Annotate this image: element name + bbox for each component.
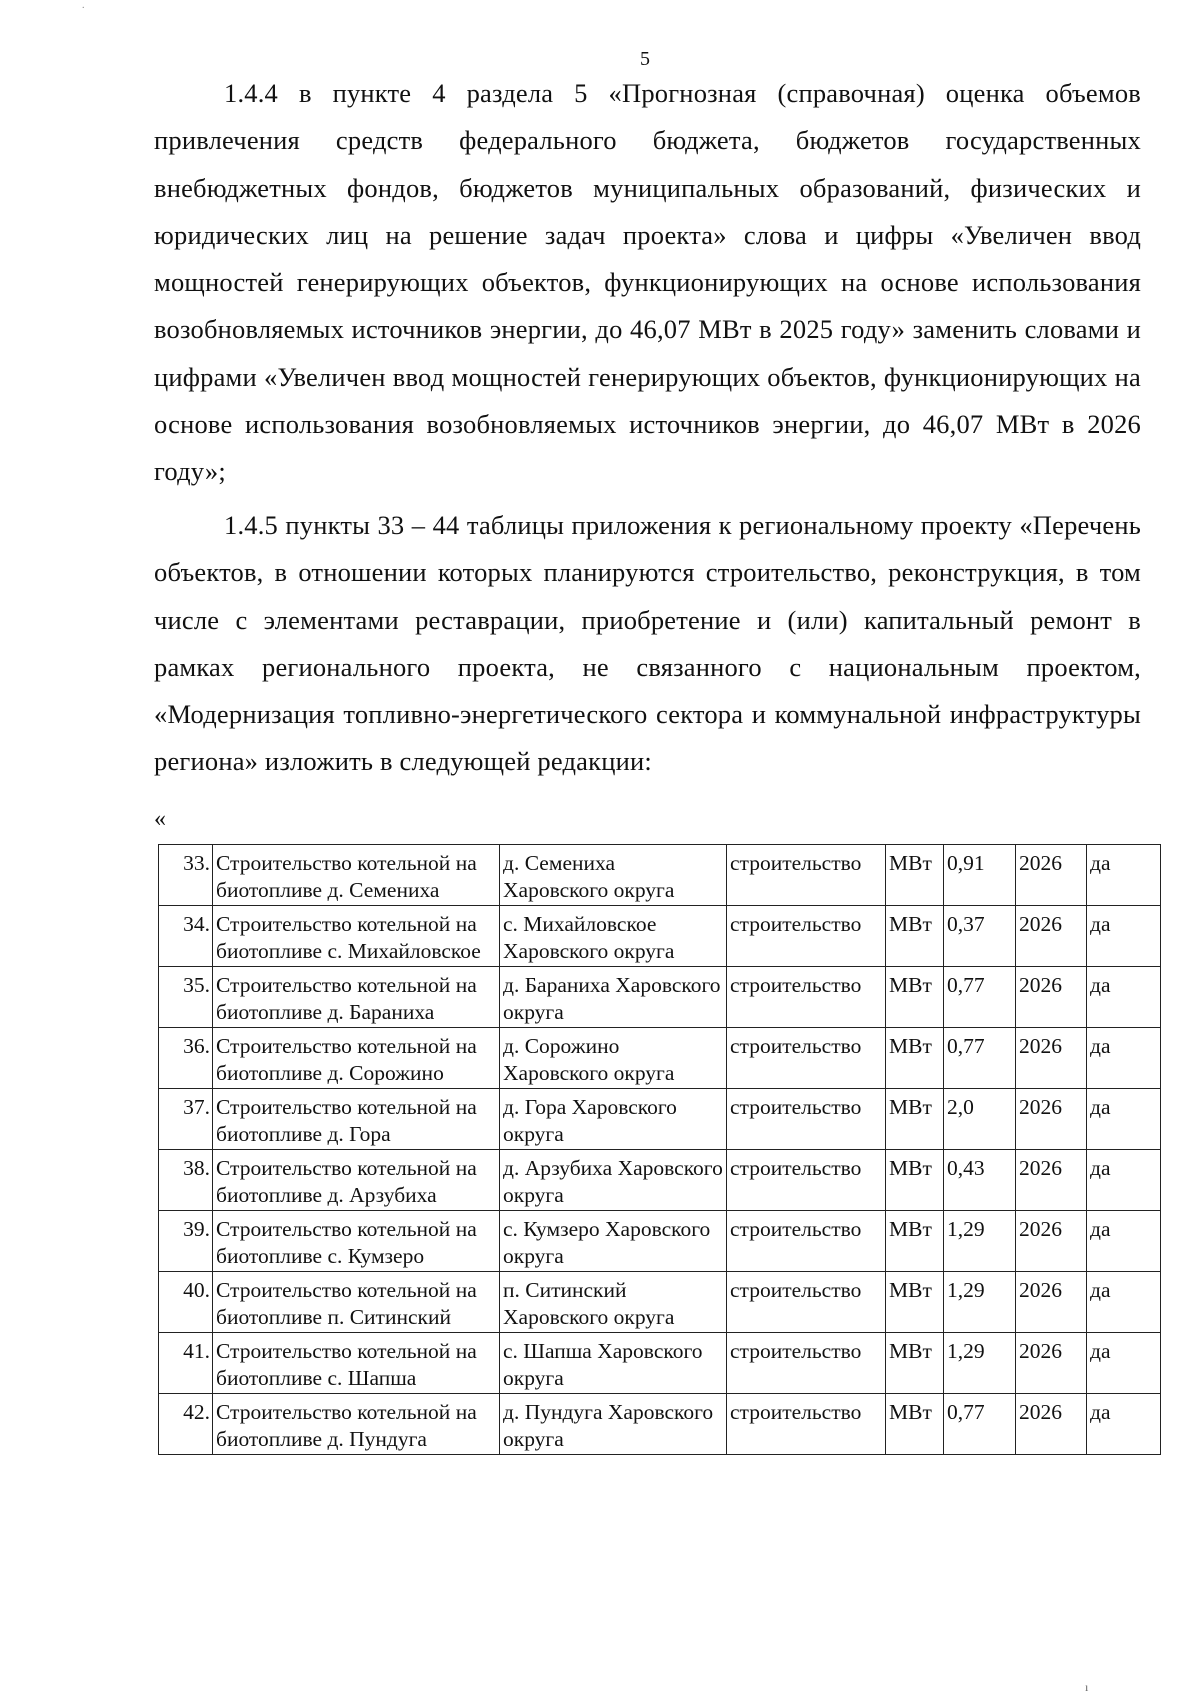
objects-table-body <box>159 845 1161 1455</box>
capacity-value-cell: 0,37 <box>944 906 1016 967</box>
object-name-cell: Строительство котельной на биотопливе с. Шапша <box>213 1333 500 1394</box>
scan-mark: ı <box>1085 1680 1089 1694</box>
work-type-cell: строительство <box>727 906 886 967</box>
year-cell: 2026 <box>1016 1150 1087 1211</box>
flag-cell: да <box>1087 1272 1161 1333</box>
work-type-cell: строительство <box>727 1089 886 1150</box>
capacity-unit-cell: МВт <box>886 1211 944 1272</box>
object-location-cell: д. Арзубиха Харовского округа <box>500 1150 727 1211</box>
capacity-unit-cell: МВт <box>886 906 944 967</box>
table-row <box>159 845 1161 906</box>
row-number-cell: 42. <box>159 1394 213 1455</box>
capacity-value-cell: 1,29 <box>944 1211 1016 1272</box>
scan-mark: . <box>82 0 85 11</box>
table-row <box>159 1028 1161 1089</box>
row-number-cell: 37. <box>159 1089 213 1150</box>
capacity-unit-cell: МВт <box>886 1089 944 1150</box>
object-name-cell: Строительство котельной на биотопливе д. Гора <box>213 1089 500 1150</box>
flag-cell: да <box>1087 1211 1161 1272</box>
year-cell: 2026 <box>1016 1333 1087 1394</box>
paragraph-2-block <box>154 502 1141 786</box>
row-number-cell: 35. <box>159 967 213 1028</box>
capacity-unit-cell: МВт <box>886 1394 944 1455</box>
capacity-value-cell: 0,43 <box>944 1150 1016 1211</box>
year-cell: 2026 <box>1016 1028 1087 1089</box>
flag-cell: да <box>1087 1089 1161 1150</box>
row-number-cell: 38. <box>159 1150 213 1211</box>
work-type-cell: строительство <box>727 967 886 1028</box>
year-cell: 2026 <box>1016 1394 1087 1455</box>
object-name-cell: Строительство котельной на биотопливе д. Семениха <box>213 845 500 906</box>
flag-cell: да <box>1087 1333 1161 1394</box>
year-cell: 2026 <box>1016 967 1087 1028</box>
flag-cell: да <box>1087 906 1161 967</box>
page-number: 5 <box>640 48 650 70</box>
object-location-cell: д. Бараниха Харовского округа <box>500 967 727 1028</box>
capacity-value-cell: 2,0 <box>944 1089 1016 1150</box>
table-row <box>159 1394 1161 1455</box>
row-number-cell: 41. <box>159 1333 213 1394</box>
flag-cell: да <box>1087 1028 1161 1089</box>
capacity-value-cell: 1,29 <box>944 1272 1016 1333</box>
object-name-cell: Строительство котельной на биотопливе с. Михайловское <box>213 906 500 967</box>
table-row <box>159 1333 1161 1394</box>
year-cell: 2026 <box>1016 1272 1087 1333</box>
object-location-cell: д. Семениха Харовского округа <box>500 845 727 906</box>
capacity-unit-cell: МВт <box>886 1150 944 1211</box>
capacity-value-cell: 0,77 <box>944 1028 1016 1089</box>
year-cell: 2026 <box>1016 845 1087 906</box>
object-location-cell: п. Ситинский Харовского округа <box>500 1272 727 1333</box>
object-name-cell: Строительство котельной на биотопливе с. Кумзеро <box>213 1211 500 1272</box>
open-quote: « <box>154 806 166 832</box>
object-name-cell: Строительство котельной на биотопливе п. Ситинский <box>213 1272 500 1333</box>
work-type-cell: строительство <box>727 1150 886 1211</box>
flag-cell: да <box>1087 1150 1161 1211</box>
capacity-unit-cell: МВт <box>886 845 944 906</box>
object-location-cell: с. Кумзеро Харовского округа <box>500 1211 727 1272</box>
object-name-cell: Строительство котельной на биотопливе д. Пундуга <box>213 1394 500 1455</box>
paragraph-2: 1.4.5 пункты 33 – 44 таблицы приложения к региональному проекту «Перечень объектов, в отношении которых планируются строительство, реконструкция, в том числе с элементами реставрации, приобретение и (или) капитальный ремонт в рамках регионального проекта, не связанного с национальным проектом, «Модернизация топливно-энергетического сектора и коммунальной инфраструктуры региона» изложить в следующей редакции: <box>154 510 1141 777</box>
object-location-cell: д. Пундуга Харовского округа <box>500 1394 727 1455</box>
work-type-cell: строительство <box>727 1333 886 1394</box>
table-row <box>159 1150 1161 1211</box>
table-row <box>159 967 1161 1028</box>
year-cell: 2026 <box>1016 906 1087 967</box>
object-location-cell: д. Сорожино Харовского округа <box>500 1028 727 1089</box>
year-cell: 2026 <box>1016 1089 1087 1150</box>
work-type-cell: строительство <box>727 845 886 906</box>
object-location-cell: с. Шапша Харовского округа <box>500 1333 727 1394</box>
work-type-cell: строительство <box>727 1394 886 1455</box>
capacity-unit-cell: МВт <box>886 1028 944 1089</box>
row-number-cell: 34. <box>159 906 213 967</box>
capacity-unit-cell: МВт <box>886 967 944 1028</box>
object-location-cell: д. Гора Харовского округа <box>500 1089 727 1150</box>
capacity-unit-cell: МВт <box>886 1333 944 1394</box>
work-type-cell: строительство <box>727 1272 886 1333</box>
capacity-unit-cell: МВт <box>886 1272 944 1333</box>
capacity-value-cell: 0,77 <box>944 1394 1016 1455</box>
flag-cell: да <box>1087 1394 1161 1455</box>
object-location-cell: с. Михайловское Харовского округа <box>500 906 727 967</box>
row-number-cell: 36. <box>159 1028 213 1089</box>
paragraph-1-block <box>154 70 1141 496</box>
work-type-cell: строительство <box>727 1211 886 1272</box>
row-number-cell: 39. <box>159 1211 213 1272</box>
object-name-cell: Строительство котельной на биотопливе д. Сорожино <box>213 1028 500 1089</box>
table-row <box>159 1272 1161 1333</box>
work-type-cell: строительство <box>727 1028 886 1089</box>
paragraph-1: 1.4.4 в пункте 4 раздела 5 «Прогнозная (справочная) оценка объемов привлечения средств федерального бюджета, бюджетов государственных внебюджетных фондов, бюджетов муниципальных образований, физических и юридических лиц на решение задач проекта» слова и цифры «Увеличен ввод мощностей генерирующих объектов, функционирующих на основе использования возобновляемых источников энергии, до 46,07 МВт в 2025 году» заменить словами и цифрами «Увеличен ввод мощностей генерирующих объектов, функционирующих на основе использования возобновляемых источников энергии, до 46,07 МВт в 2026 году»; <box>154 78 1141 487</box>
flag-cell: да <box>1087 967 1161 1028</box>
capacity-value-cell: 1,29 <box>944 1333 1016 1394</box>
capacity-value-cell: 0,77 <box>944 967 1016 1028</box>
year-cell: 2026 <box>1016 1211 1087 1272</box>
table-row <box>159 1211 1161 1272</box>
flag-cell: да <box>1087 845 1161 906</box>
table-row <box>159 1089 1161 1150</box>
capacity-value-cell: 0,91 <box>944 845 1016 906</box>
object-name-cell: Строительство котельной на биотопливе д. Бараниха <box>213 967 500 1028</box>
object-name-cell: Строительство котельной на биотопливе д. Арзубиха <box>213 1150 500 1211</box>
row-number-cell: 40. <box>159 1272 213 1333</box>
row-number-cell: 33. <box>159 845 213 906</box>
table-row <box>159 906 1161 967</box>
objects-table <box>158 844 1161 1455</box>
